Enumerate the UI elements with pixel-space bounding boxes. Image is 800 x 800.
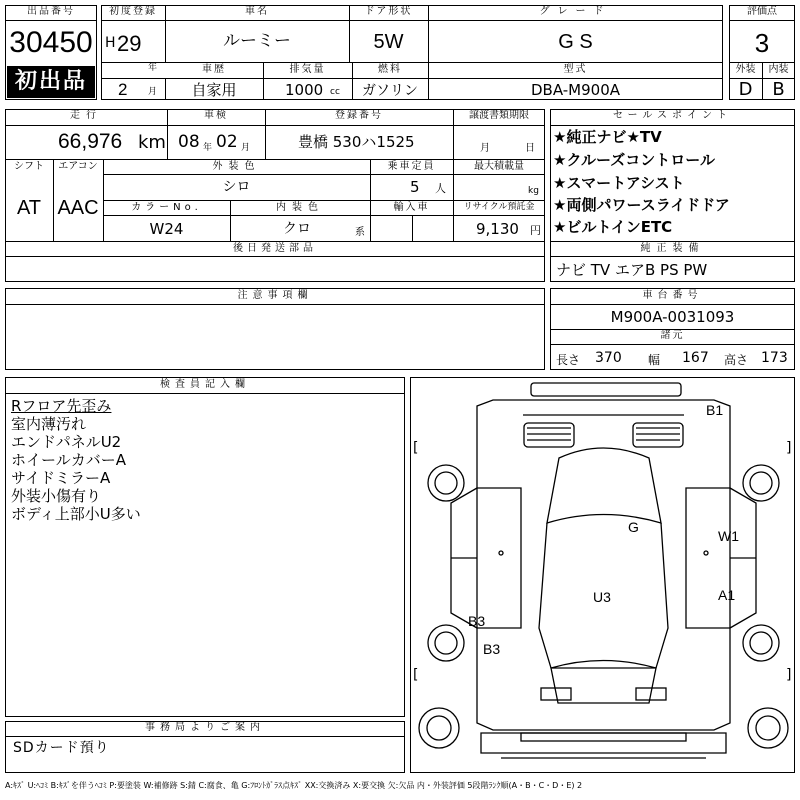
notes-label: 注意事項欄 [237,290,313,301]
later-parts-label: 後日発送部品 [233,243,317,254]
mileage-label: 走行 [70,110,102,121]
month-unit: 月 [148,87,158,97]
first-listing-badge: 初出品 [7,66,95,98]
lot-label: 出品番号 [27,6,75,17]
reg-label: 登録番号 [335,110,383,121]
int-grade: B [772,79,785,100]
sales-point: ★両側パワースライドドア [553,196,730,214]
int-color: クロ [283,221,311,237]
equipment-label: 純正装備 [640,243,705,254]
sales-points-label: セールスポイント [612,110,733,121]
bracket-left: [ [413,667,419,683]
insp-month: 02 [216,132,238,152]
transfer-month-unit: 月 [480,143,490,154]
name-label: 車名 [245,6,269,17]
bracket-right: ] [786,440,792,456]
inspector-label: 検査員記入欄 [160,379,250,390]
damage-mark-w1: W1 [718,528,739,544]
load-label: 最大積載量 [474,161,524,172]
era: H [105,35,116,51]
length-label: 長さ [556,353,581,367]
registration-number: 豊橋 530ハ1525 [298,133,415,151]
shift: AT [16,197,42,219]
sales-point: ★クルーズコントロール [553,151,715,169]
recycle-label: リサイクル預託金 [463,202,535,212]
inspection-label: 車検 [204,110,228,121]
capacity-unit: 人 [435,182,446,195]
load-unit: kg [528,186,539,196]
width-label: 幅 [648,353,661,367]
history: 自家用 [191,81,237,99]
grade: G S [558,31,593,53]
spec-label: 諸元 [660,330,685,341]
office-label: 事務局よりご案内 [145,722,265,733]
insp-year-unit: 年 [203,143,213,153]
ext-color: シロ [222,179,251,195]
door-label: ドア形状 [364,6,413,17]
recycle-deposit: 9,130 [476,220,519,238]
ext-color-label: 外装色 [212,161,261,172]
damage-mark-b3: B3 [483,641,501,657]
car-diagram [410,377,795,773]
history-label: 車歴 [202,64,226,75]
inspector-line: サイドミラーA [11,469,111,487]
displacement: 1000 [285,81,324,99]
capacity-label: 乗車定員 [387,161,436,172]
damage-mark-a1: A1 [718,587,736,603]
insp-month-unit: 月 [241,143,251,153]
chassis-label: 車台番号 [642,290,703,301]
int-color-label: 内装色 [276,202,324,213]
fuel: ガソリン [362,83,418,99]
legend: A:ｷｽﾞ U:ﾍｺﾐ B:ｷｽﾞを伴うﾍｺﾐ P:要塗装 W:補修跡 S:錆 C:腐食、亀 G:ﾌﾛﾝﾄｶﾞﾗｽ点ｷｽﾞ XX:交換済み X:要交換 欠:欠品 内・外装評価 5段階ﾗﾝｸ順(A・B・C・D・E) 2 [5,781,583,790]
width: 167 [682,350,709,366]
capacity: 5 [410,178,420,196]
damage-mark-b1: B1 [706,402,724,418]
office-text: SDカード預り [13,740,110,756]
year-unit: 年 [148,63,158,73]
vehicle-name: ルーミー [223,31,291,51]
equipment: ナビ TV エアB PS PW [556,261,708,279]
inspector-line: ボディ上部小U多い [11,505,141,523]
reg-month: 2 [118,80,128,99]
damage-mark-b3: B3 [468,613,486,629]
transfer-label: 譲渡書類期限 [469,110,529,121]
color-no-label: カラーNo. [131,202,202,213]
int-color-unit: 系 [355,227,365,238]
color-number: W24 [149,220,184,238]
car-outline [411,378,796,774]
insp-year: 08 [178,132,200,152]
shift-label: シフト [14,161,44,172]
inspector-line: ホイールカバーA [11,451,126,469]
model-label: 型式 [563,64,588,75]
length: 370 [595,350,622,366]
damage-mark-u3: U3 [593,589,611,605]
score-label: 評価点 [747,6,777,17]
displacement-label: 排気量 [289,64,326,75]
inspector-line: 外装小傷有り [11,487,102,505]
ext-grade: D [738,79,753,100]
bracket-left: [ [413,440,419,456]
height: 173 [761,350,788,366]
fuel-label: 燃料 [378,64,402,75]
int-grade-label: 内装 [768,64,789,75]
first-reg-label: 初度登録 [109,6,157,17]
chassis-number: M900A-0031093 [610,308,735,326]
air-conditioner: AAC [57,197,99,219]
mileage-unit: km [138,132,166,153]
height-label: 高さ [724,353,749,367]
inspector-line: エンドパネルU2 [11,433,122,451]
sales-point: ★スマートアシスト [553,174,685,192]
inspector-line: 室内薄汚れ [11,415,87,433]
bracket-right: ] [786,667,792,683]
grade-label: グレード [539,6,612,17]
mileage: 66,976 [58,130,123,153]
ext-grade-label: 外装 [735,64,756,75]
ac-label: エアコン [58,161,98,172]
door-type: 5W [373,31,404,53]
import-label: 輸入車 [393,202,430,213]
displacement-unit: cc [330,87,340,97]
lot-number: 30450 [9,26,93,59]
inspector-line: Rフロア先歪み [11,397,112,415]
sales-point: ★純正ナビ★TV [553,128,662,146]
reg-year: 29 [117,31,142,56]
damage-mark-g: G [628,519,639,535]
model: DBA-M900A [530,81,621,99]
transfer-day-unit: 日 [525,143,535,154]
overall-score: 3 [754,28,770,58]
sales-point: ★ビルトインETC [553,218,673,236]
recycle-unit: 円 [530,224,541,237]
